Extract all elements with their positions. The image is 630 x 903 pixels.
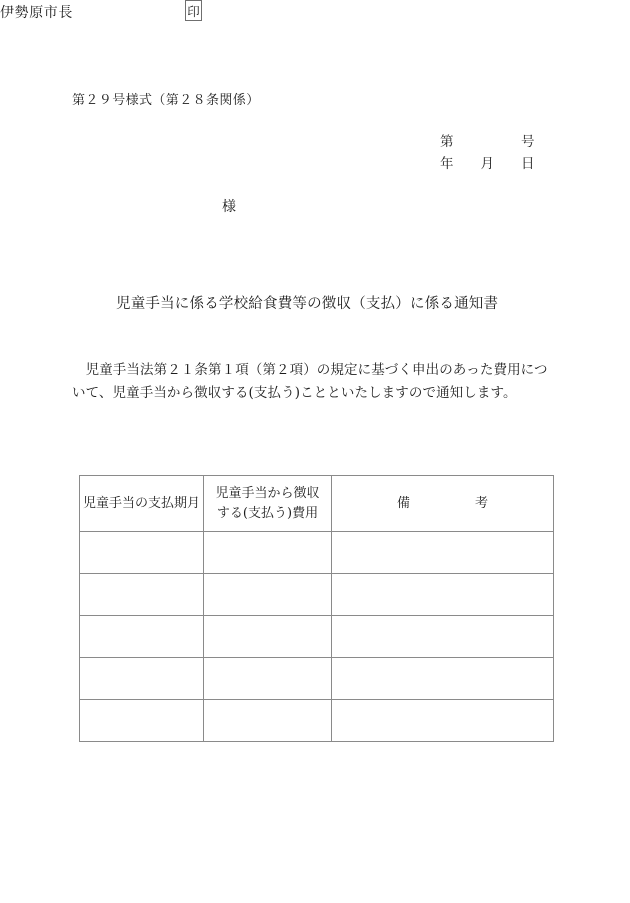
cell-remarks[interactable] <box>332 532 554 574</box>
cell-remarks[interactable] <box>332 658 554 700</box>
issuer-name: 伊勢原市長 <box>0 5 73 21</box>
cell-collected-expense[interactable] <box>204 574 332 616</box>
cell-payment-month[interactable] <box>80 616 204 658</box>
column-header-remarks <box>332 476 554 532</box>
table-row <box>80 700 554 742</box>
table-row <box>80 532 554 574</box>
table-row <box>80 574 554 616</box>
seal-stamp-icon: 印 <box>185 0 202 21</box>
cell-collected-expense[interactable] <box>204 658 332 700</box>
table-body <box>80 532 554 742</box>
cell-collected-expense[interactable] <box>204 532 332 574</box>
column-header-collected-expense <box>204 476 332 532</box>
table-row <box>80 616 554 658</box>
column-header-payment-month <box>80 476 204 532</box>
document-meta-block <box>440 131 535 175</box>
document-date-field: 年 月 日 <box>440 156 535 172</box>
body-line: いて、児童手当から徴収する(支払う)ことといたしますので通知します。 <box>72 385 517 401</box>
cell-payment-month[interactable] <box>80 700 204 742</box>
body-paragraph <box>72 359 556 405</box>
cell-payment-month[interactable] <box>80 532 204 574</box>
cell-remarks[interactable] <box>332 616 554 658</box>
column-header-line: する(支払う)費用 <box>216 505 319 521</box>
form-number-label: 第２９号様式（第２８条関係） <box>72 93 260 108</box>
cell-collected-expense[interactable] <box>204 616 332 658</box>
issuer-block <box>0 0 210 24</box>
cell-payment-month[interactable] <box>80 658 204 700</box>
addressee-honorific: 様 <box>222 199 236 215</box>
table-header-row <box>80 476 554 532</box>
cell-remarks[interactable] <box>332 574 554 616</box>
column-header-line: 児童手当の支払期月 <box>82 495 200 511</box>
table-row <box>80 658 554 700</box>
collection-entry-table <box>79 475 554 742</box>
cell-payment-month[interactable] <box>80 574 204 616</box>
column-header-line: 児童手当から徴収 <box>215 485 320 501</box>
cell-remarks[interactable] <box>332 700 554 742</box>
document-number-field: 第 号 <box>440 134 535 150</box>
column-header-line: 備 考 <box>396 495 488 511</box>
body-line: 児童手当法第２１条第１項（第２項）の規定に基づく申出のあった費用につ <box>72 362 548 378</box>
cell-collected-expense[interactable] <box>204 700 332 742</box>
page-title: 児童手当に係る学校給食費等の徴収（支払）に係る通知書 <box>116 296 499 312</box>
